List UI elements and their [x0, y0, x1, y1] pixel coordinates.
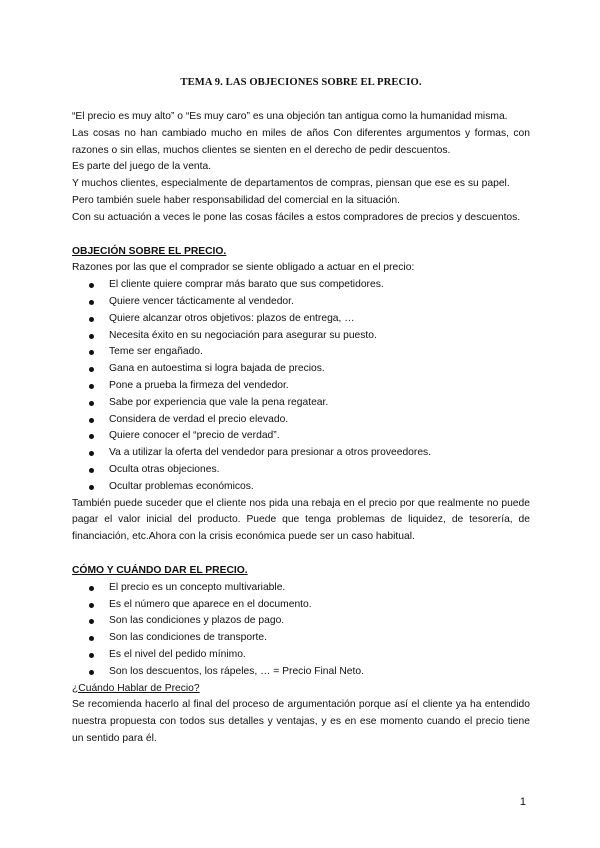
list-item	[89, 613, 530, 630]
bullet-icon	[89, 468, 94, 473]
spacer	[72, 546, 530, 563]
intro-paragraph-1: “El precio es muy alto” o “Es muy caro” es una objeción tan antigua como la humanidad misma.	[72, 111, 508, 122]
list-item-text: Oculta otras objeciones.	[109, 463, 220, 475]
intro-paragraph-3: Es parte del juego de la venta.	[72, 161, 212, 173]
section-lead: Razones por las que el comprador se siente obligado a actuar en el precio:	[72, 262, 415, 274]
list-item-text: Son las condiciones de transporte.	[109, 632, 267, 644]
price-concepts-list	[72, 580, 530, 681]
bullet-icon	[89, 636, 94, 641]
list-item	[89, 294, 530, 311]
bullet-icon	[89, 603, 94, 608]
section-heading-price: CÓMO Y CUÁNDO DAR EL PRECIO.	[72, 564, 248, 576]
list-item-text: Ocultar problemas económicos.	[109, 480, 254, 492]
bullet-icon	[89, 451, 94, 456]
list-item	[89, 479, 530, 496]
list-item	[89, 361, 530, 378]
list-item	[89, 328, 530, 345]
bullet-icon	[89, 653, 94, 658]
list-item-text: El precio es un concepto multivariable.	[109, 581, 286, 593]
bullet-icon	[89, 367, 94, 372]
list-item	[89, 445, 530, 462]
section-heading-objection: OBJECIÓN SOBRE EL PRECIO.	[72, 245, 227, 257]
list-item-text: Va a utilizar la oferta del vendedor para presionar a otros proveedores.	[109, 447, 432, 459]
list-item	[89, 428, 530, 445]
list-item-text: Son los descuentos, los rápeles, … = Precio Final Neto.	[109, 665, 364, 677]
bullet-icon	[89, 670, 94, 675]
bullet-icon	[89, 401, 94, 406]
list-item	[89, 664, 530, 681]
intro-paragraph-5: Pero también suele haber responsabilidad del comercial en la situación.	[72, 194, 400, 206]
bullet-icon	[89, 418, 94, 423]
list-item-text: Teme ser engañado.	[109, 346, 203, 358]
list-item	[89, 311, 530, 328]
bullet-icon	[89, 619, 94, 624]
list-item-text: Quiere alcanzar otros objetivos: plazos de entrega, …	[109, 312, 355, 324]
list-item-text: Quiere conocer el “precio de verdad”.	[109, 430, 280, 442]
intro-paragraph-4: Y muchos clientes, especialmente de departamentos de compras, piensan que ese es su papel.	[72, 178, 510, 190]
list-item-text: Sabe por experiencia que vale la pena regatear.	[109, 396, 329, 408]
intro-paragraph-2: Las cosas no han cambiado mucho en miles de años Con diferentes argumentos y formas, con razones o sin ellas, muchos clientes se sienten en el derecho de pedir descuentos.	[72, 127, 530, 156]
list-item-text: Es el nivel del pedido mínimo.	[109, 648, 246, 660]
list-item-text: Es el número que aparece en el documento.	[109, 598, 312, 610]
list-item	[89, 378, 530, 395]
bullet-icon	[89, 586, 94, 591]
section2-closing-paragraph: Se recomienda hacerlo al final del proceso de argumentación porque así el cliente ya ha entendido nuestra propuesta con todos sus detalles y ventajas, y es en ese momento cuando el precio tiene un sentido para él.	[72, 699, 530, 744]
bullet-icon	[89, 334, 94, 339]
list-item-text: Necesita éxito en su negociación para asegurar su puesto.	[109, 329, 377, 341]
section1-closing-paragraph: También puede suceder que el cliente nos pida una rebaja en el precio por que realmente no puede pagar el valor inicial del producto. Puede que tenga problemas de liquidez, de tesorería, de financiación, etc.Ahora con la crisis económica puede ser un caso habitual.	[72, 497, 530, 543]
intro-paragraph-6: Con su actuación a veces le pone las cosas fáciles a estos compradores de precios y descuentos.	[72, 211, 521, 223]
list-item-text: Pone a prueba la firmeza del vendedor.	[109, 379, 289, 391]
list-item	[89, 630, 530, 647]
list-item	[89, 647, 530, 664]
list-item	[89, 597, 530, 614]
bullet-icon	[89, 350, 94, 355]
spacer	[72, 227, 530, 244]
bullet-icon	[89, 300, 94, 305]
list-item	[89, 580, 530, 597]
list-item-text: Considera de verdad el precio elevado.	[109, 413, 289, 425]
list-item-text: Gana en autoestima si logra bajada de precios.	[109, 363, 325, 375]
list-item	[89, 395, 530, 412]
bullet-icon	[89, 485, 94, 490]
list-item-text: El cliente quiere comprar más barato que sus competidores.	[109, 279, 384, 291]
page-number: 1	[519, 796, 526, 808]
bullet-icon	[89, 283, 94, 288]
list-item	[89, 412, 530, 429]
list-item	[89, 277, 530, 294]
subheading-when-price: ¿Cuándo Hablar de Precio?	[72, 682, 200, 694]
bullet-icon	[89, 384, 94, 389]
reasons-list	[72, 277, 530, 495]
page-title: TEMA 9. LAS OBJECIONES SOBRE EL PRECIO.	[180, 77, 422, 88]
list-item-text: Son las condiciones y plazos de pago.	[109, 615, 285, 627]
list-item	[89, 344, 530, 361]
bullet-icon	[89, 434, 94, 439]
list-item	[89, 462, 530, 479]
bullet-icon	[89, 317, 94, 322]
list-item-text: Quiere vencer tácticamente al vendedor.	[109, 295, 294, 307]
